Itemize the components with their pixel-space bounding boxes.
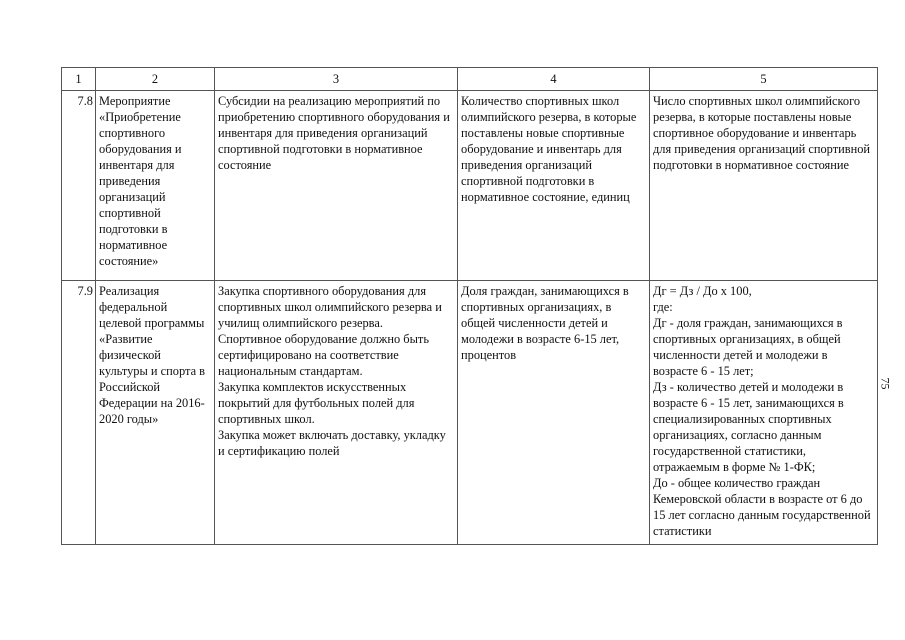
measure-description (215, 281, 458, 545)
description-paragraph: Закупка комплектов искусственных покрытий для футбольных полей для спортивных школ. (218, 380, 415, 426)
calculation-method (650, 281, 878, 545)
row-number: 7.9 (62, 281, 96, 545)
calculation-method (650, 91, 878, 281)
description-paragraph: Закупка может включать доставку, укладку и сертификацию полей (218, 428, 446, 458)
description-paragraph: Субсидии на реализацию мероприятий по приобретению спортивного оборудования и инвентаря для приведения организаций спортивной подготовки в нормативное состояние (218, 94, 450, 172)
header-col-5: 5 (650, 68, 878, 91)
row-number: 7.8 (62, 91, 96, 281)
method-paragraph: где: (653, 300, 673, 314)
description-paragraph: Закупка спортивного оборудования для спортивных школ олимпийского резерва и училищ олимпийского резерва. (218, 284, 442, 330)
header-col-3: 3 (215, 68, 458, 91)
program-table (61, 67, 878, 545)
indicator-name: Количество спортивных школ олимпийского резерва, в которые поставлены новые спортивные оборудование и инвентарь для приведения организаций спортивной подготовки в нормативное состояние, единиц (458, 91, 650, 281)
measure-name: Реализация федеральной целевой программы «Развитие физической культуры и спорта в Российской Федерации на 2016-2020 годы» (96, 281, 215, 545)
method-paragraph: Дз - количество детей и молодежи в возрасте 6 - 15 лет, занимающихся в специализированных спортивных организациях, согласно данным государственной статистики, отражаемым в форме № 1-ФК; (653, 380, 844, 474)
measure-name: Мероприятие «Приобретение спортивного оборудования и инвентаря для приведения организаций спортивной подготовки в нормативное состояние» (96, 91, 215, 281)
description-paragraph: Спортивное оборудование должно быть сертифицировано на соответствие национальным стандартам. (218, 332, 429, 378)
page-number: 75 (878, 377, 893, 390)
method-paragraph: До - общее количество граждан Кемеровской области в возрасте от 6 до 15 лет согласно данным государственной статистики (653, 476, 871, 538)
table-row (62, 91, 878, 281)
method-paragraph: Дг - доля граждан, занимающихся в спортивных организациях, в общей численности детей и молодежи в возрасте 6 - 15 лет; (653, 316, 843, 378)
method-paragraph: Дг = Дз / До х 100, (653, 284, 752, 298)
measure-description (215, 91, 458, 281)
table-row (62, 281, 878, 545)
header-col-1: 1 (62, 68, 96, 91)
header-row (62, 68, 878, 91)
method-paragraph: Число спортивных школ олимпийского резерва, в которые поставлены новые спортивное оборудование и инвентарь для приведения организаций спортивной подготовки в нормативное состояние (653, 94, 871, 172)
header-col-2: 2 (96, 68, 215, 91)
header-col-4: 4 (458, 68, 650, 91)
indicator-name: Доля граждан, занимающихся в спортивных организациях, в общей численности детей и молодежи в возрасте 6-15 лет, процентов (458, 281, 650, 545)
